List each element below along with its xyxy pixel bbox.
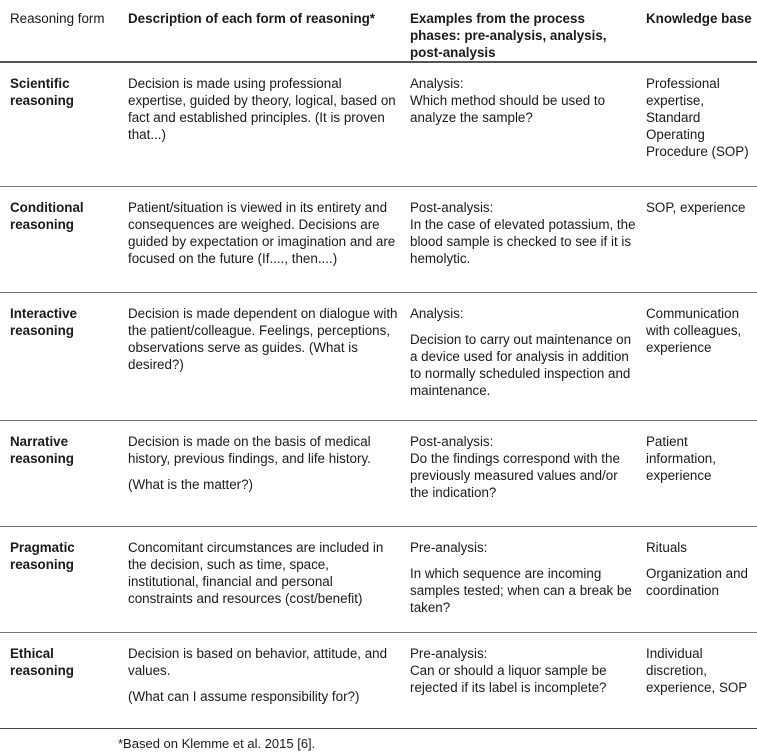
knowledge-base-text: Organization and coordination bbox=[646, 565, 748, 598]
knowledge-base-text: Professional expertise, Standard Operating Procedure (SOP) bbox=[646, 76, 749, 159]
footnote: *Based on Klemme et al. 2015 [6]. bbox=[118, 736, 316, 751]
description-text: Decision is based on behavior, attitude, and values. bbox=[128, 645, 388, 678]
description-text: Patient/situation is viewed in its entirety and consequences are weighed. Decisions are guided by expectation or imagination and are focused on the future (If...., then....) bbox=[128, 199, 396, 266]
header-examples: Examples from the process phases: pre-analysis, analysis, post-analysis bbox=[410, 11, 607, 60]
reasoning-form-cell: Conditional reasoning bbox=[10, 199, 84, 232]
example-phase: Analysis: bbox=[410, 305, 464, 321]
knowledge-base-text: Individual discretion, experience, SOP bbox=[646, 645, 748, 695]
knowledge-base-cell bbox=[636, 526, 757, 632]
knowledge-base-cell bbox=[636, 186, 757, 292]
example-text: Decision to carry out maintenance on a device used for analysis in addition to normally scheduled inspection and maintenance. bbox=[410, 331, 632, 398]
description-text: Decision is made dependent on dialogue with the patient/colleague. Feelings, perceptions, observations serve as guides. (What is desired?) bbox=[128, 305, 398, 372]
description-cell bbox=[118, 420, 400, 526]
example-cell bbox=[400, 292, 636, 420]
description-text: (What can I assume responsibility for?) bbox=[128, 688, 360, 704]
example-text: Can or should a liquor sample be rejected if its label is incomplete? bbox=[410, 662, 607, 695]
description-text: Decision is made using professional expertise, guided by theory, logical, based on fact and established principles. (It is proven that...) bbox=[128, 76, 396, 142]
reasoning-form-cell: Scientific reasoning bbox=[10, 76, 74, 108]
example-cell bbox=[400, 62, 636, 186]
table-row bbox=[0, 186, 757, 292]
knowledge-base-text: Patient information, experience bbox=[646, 433, 716, 483]
example-phase: Post-analysis: bbox=[410, 199, 494, 215]
table-row bbox=[0, 632, 757, 728]
reasoning-form-cell: Ethical reasoning bbox=[10, 645, 74, 678]
knowledge-base-cell bbox=[636, 632, 757, 728]
example-text: In the case of elevated potassium, the blood sample is checked to see if it is hemolytic. bbox=[410, 216, 636, 266]
example-phase: Pre-analysis: bbox=[410, 645, 488, 661]
example-cell bbox=[400, 186, 636, 292]
description-cell bbox=[118, 632, 400, 728]
table-body bbox=[0, 62, 757, 728]
knowledge-base-text: Communication with colleagues, experience bbox=[646, 305, 742, 355]
table-row bbox=[0, 62, 757, 186]
example-phase: Pre-analysis: bbox=[410, 539, 488, 555]
example-text: Do the findings correspond with the previously measured values and/or the indication? bbox=[410, 450, 620, 500]
table-header-row bbox=[0, 0, 757, 62]
reasoning-form-cell: Pragmatic reasoning bbox=[10, 539, 75, 572]
example-phase: Post-analysis: bbox=[410, 433, 494, 449]
table-row bbox=[0, 420, 757, 526]
knowledge-base-cell bbox=[636, 62, 757, 186]
example-cell bbox=[400, 632, 636, 728]
description-text: (What is the matter?) bbox=[128, 476, 254, 492]
description-cell bbox=[118, 292, 400, 420]
example-cell bbox=[400, 526, 636, 632]
example-text: Which method should be used to analyze the sample? bbox=[410, 93, 606, 125]
description-cell bbox=[118, 186, 400, 292]
table-row bbox=[0, 526, 757, 632]
description-text: Decision is made on the basis of medical history, previous findings, and life history. bbox=[128, 433, 371, 466]
header-description: Description of each form of reasoning* bbox=[128, 11, 376, 26]
knowledge-base-cell bbox=[636, 420, 757, 526]
example-cell bbox=[400, 420, 636, 526]
header-knowledge-base: Knowledge base bbox=[646, 11, 752, 26]
knowledge-base-text: SOP, experience bbox=[646, 199, 746, 215]
example-phase: Analysis: bbox=[410, 76, 464, 91]
reasoning-form-cell: Interactive reasoning bbox=[10, 305, 77, 338]
example-text: In which sequence are incoming samples tested; when can a break be taken? bbox=[410, 565, 632, 615]
knowledge-base-text: Rituals bbox=[646, 539, 687, 555]
description-cell bbox=[118, 526, 400, 632]
table-row bbox=[0, 292, 757, 420]
knowledge-base-cell bbox=[636, 292, 757, 420]
reasoning-form-cell: Narrative reasoning bbox=[10, 433, 74, 466]
description-cell bbox=[118, 62, 400, 186]
description-text: Concomitant circumstances are included in the decision, such as time, space, institutional, financial and personal constraints and resources (cost/benefit) bbox=[128, 539, 384, 606]
header-reasoning-form: Reasoning form bbox=[10, 11, 105, 26]
